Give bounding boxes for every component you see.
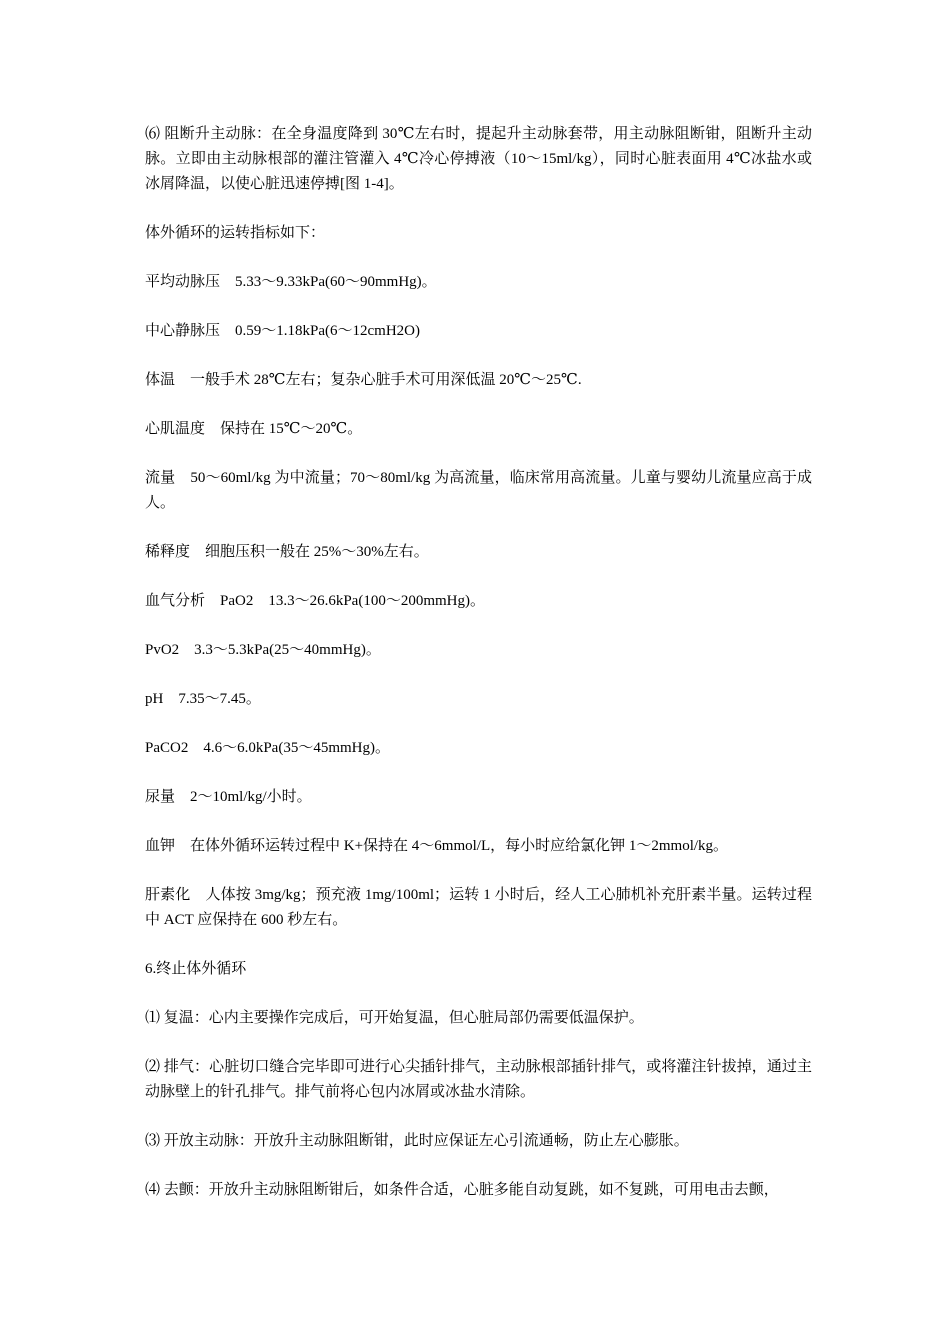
paragraph-mean-arterial-pressure: 平均动脉压 5.33～9.33kPa(60～90mmHg)。 [145, 274, 437, 290]
section-heading-terminate-cpb: 6.终止体外循环 [145, 961, 247, 977]
paragraph-heparinization: 肝素化 人体按 3mg/kg；预充液 1mg/100ml；运转 1 小时后，经人工心肺机补充肝素半量。运转过程中 ACT 应保持在 600 秒左右。 [145, 887, 812, 928]
paragraph-urine-output: 尿量 2～10ml/kg/小时。 [145, 789, 312, 805]
paragraph-pvo2: PvO2 3.3～5.3kPa(25～40mmHg)。 [145, 642, 381, 658]
paragraph-body-temperature: 体温 一般手术 28℃左右；复杂心脏手术可用深低温 20℃～25℃. [145, 372, 582, 388]
paragraph-paco2: PaCO2 4.6～6.0kPa(35～45mmHg)。 [145, 740, 390, 756]
document-body [145, 122, 812, 1227]
paragraph-blood-potassium: 血钾 在体外循环运转过程中 K+保持在 4～6mmol/L，每小时应给氯化钾 1～2mmol/kg。 [145, 838, 729, 854]
paragraph-defibrillation: ⑷ 去颤：开放升主动脉阻断钳后，如条件合适，心脏多能自动复跳，如不复跳，可用电击去颤， [145, 1182, 779, 1198]
paragraph-flow-rate: 流量 50～60ml/kg 为中流量；70～80ml/kg 为高流量，临床常用高流量。儿童与婴幼儿流量应高于成人。 [145, 470, 812, 511]
paragraph-blood-gas-pao2: 血气分析 PaO2 13.3～26.6kPa(100～200mmHg)。 [145, 593, 485, 609]
paragraph-open-aorta: ⑶ 开放主动脉：开放升主动脉阻断钳，此时应保证左心引流通畅，防止左心膨胀。 [145, 1133, 689, 1149]
paragraph-rewarming: ⑴ 复温：心内主要操作完成后，可开始复温，但心脏局部仍需要低温保护。 [145, 1010, 644, 1026]
paragraph-deairing: ⑵ 排气：心脏切口缝合完毕即可进行心尖插针排气，主动脉根部插针排气，或将灌注针拔掉，通过主动脉壁上的针孔排气。排气前将心包内冰屑或冰盐水清除。 [145, 1059, 812, 1100]
paragraph-dilution: 稀释度 细胞压积一般在 25%～30%左右。 [145, 544, 429, 560]
paragraph-aortic-clamping: ⑹ 阻断升主动脉：在全身温度降到 30℃左右时，提起升主动脉套带，用主动脉阻断钳，阻断升主动脉。立即由主动脉根部的灌注管灌入 4℃冷心停搏液（10～15ml/kg），同时心脏表面用 4℃冰盐水或冰屑降温，以使心脏迅速停搏[图 1-4]。 [145, 126, 812, 192]
paragraph-central-venous-pressure: 中心静脉压 0.59～1.18kPa(6～12cmH2O) [145, 323, 420, 339]
paragraph-ph: pH 7.35～7.45。 [145, 691, 261, 707]
paragraph-myocardial-temperature: 心肌温度 保持在 15℃～20℃。 [145, 421, 363, 437]
paragraph-cpb-indicators-intro: 体外循环的运转指标如下： [145, 225, 326, 241]
